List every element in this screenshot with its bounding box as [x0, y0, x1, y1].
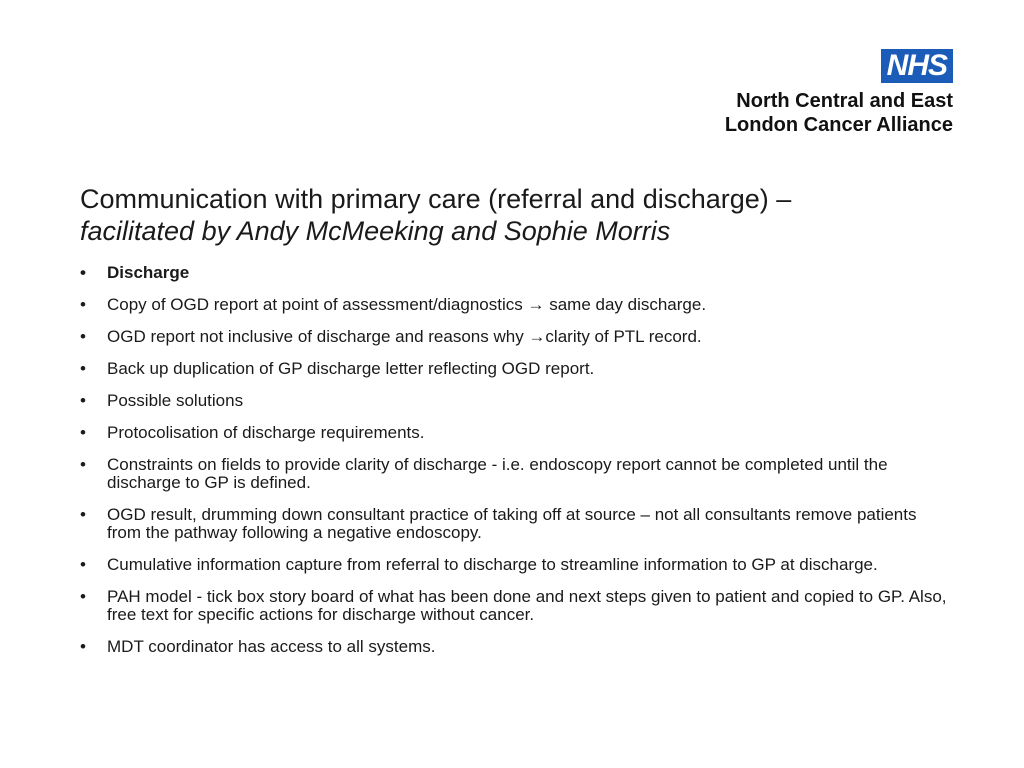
- alliance-name: [725, 89, 953, 137]
- list-item: [80, 588, 950, 624]
- bullet-list: [80, 264, 950, 670]
- bullet-dot-icon: •: [80, 295, 86, 314]
- list-item-text: Constraints on fields to provide clarity of discharge - i.e. endoscopy report cannot be completed until the discharge to GP is defined.: [107, 455, 888, 492]
- list-item-text: Copy of OGD report at point of assessment/diagnostics → same day discharge.: [107, 295, 707, 314]
- list-item-text: Discharge: [107, 263, 190, 282]
- bullet-dot-icon: •: [80, 391, 86, 410]
- bullet-dot-icon: •: [80, 587, 86, 606]
- bullet-dot-icon: •: [80, 359, 86, 378]
- bullet-dot-icon: •: [80, 637, 86, 656]
- list-item: [80, 392, 950, 410]
- list-item-text: OGD report not inclusive of discharge and reasons why →clarity of PTL record.: [107, 327, 702, 346]
- list-item: [80, 264, 950, 282]
- list-item: [80, 360, 950, 378]
- alliance-name-line-1: North Central and East: [736, 90, 953, 112]
- list-item: [80, 424, 950, 442]
- list-item: [80, 456, 950, 492]
- slide-title-main: Communication with primary care (referral and discharge) –: [80, 184, 792, 214]
- list-item-text: Back up duplication of GP discharge letter reflecting OGD report.: [107, 359, 595, 378]
- list-item: [80, 556, 950, 574]
- list-item: [80, 638, 950, 656]
- list-item: [80, 296, 950, 314]
- bullet-dot-icon: •: [80, 327, 86, 346]
- list-item-text: PAH model - tick box story board of what has been done and next steps given to patient and copied to GP. Also, free text for specific actions for discharge without cancer.: [107, 587, 947, 624]
- list-item-text: MDT coordinator has access to all systems.: [107, 637, 436, 656]
- alliance-name-line-2: London Cancer Alliance: [724, 114, 953, 136]
- list-item-text: Possible solutions: [107, 391, 244, 410]
- list-item: [80, 506, 950, 542]
- list-item-text: Cumulative information capture from referral to discharge to streamline information to GP at discharge.: [107, 555, 878, 574]
- bullet-dot-icon: •: [80, 423, 86, 442]
- nhs-logo-block: [725, 49, 953, 137]
- nhs-logo: NHS: [881, 49, 953, 83]
- bullet-dot-icon: •: [80, 263, 86, 282]
- list-item-text: Protocolisation of discharge requirements.: [107, 423, 425, 442]
- bullet-dot-icon: •: [80, 505, 86, 524]
- bullet-dot-icon: •: [80, 455, 86, 474]
- list-item: [80, 328, 950, 346]
- slide-title: [80, 183, 960, 247]
- slide-title-subtitle: facilitated by Andy McMeeking and Sophie Morris: [80, 216, 671, 246]
- list-item-text: OGD result, drumming down consultant practice of taking off at source – not all consultants remove patients from the pathway following a negative endoscopy.: [107, 505, 917, 542]
- bullet-dot-icon: •: [80, 555, 86, 574]
